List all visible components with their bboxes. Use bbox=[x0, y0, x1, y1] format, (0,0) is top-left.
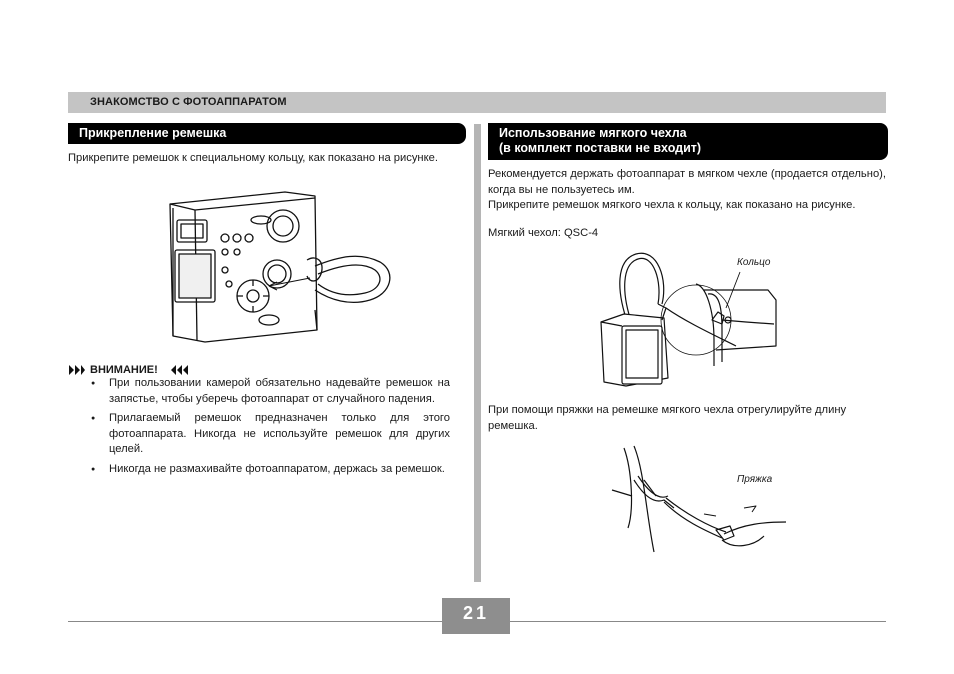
ring-label: Кольцо bbox=[737, 257, 771, 268]
strap-intro: Прикрепите ремешок к специальному кольцу, как показано на рисунке. bbox=[68, 152, 438, 164]
warning-item: ● При пользовании камерой обязательно надевайте ремешок на запястье, чтобы уберечь фотоаппарат от случайного падения. bbox=[88, 376, 450, 407]
strap-section-title bbox=[68, 123, 466, 144]
chapter-title: ЗНАКОМСТВО С ФОТОАППАРАТОМ bbox=[90, 96, 287, 108]
buckle-illustration bbox=[604, 440, 790, 558]
soft-case-para3: При помощи пряжки на ремешке мягкого чехла отрегулируйте длину ремешка. bbox=[488, 404, 847, 432]
column-divider bbox=[474, 124, 481, 582]
camera-strap-illustration bbox=[165, 190, 395, 348]
soft-case-illustration bbox=[596, 250, 782, 392]
page-number-box bbox=[442, 598, 510, 634]
page-number: 21 bbox=[462, 603, 490, 623]
soft-case-para1: Рекомендуется держать фотоаппарат в мягком чехле (продается отдельно), когда вы не пользуетесь им. bbox=[488, 168, 886, 196]
warning-item: ● Никогда не размахивайте фотоаппаратом, держась за ремешок. bbox=[88, 462, 450, 478]
soft-case-section-title bbox=[488, 123, 888, 160]
warning-right-icon bbox=[171, 364, 189, 376]
buckle-label: Пряжка bbox=[737, 474, 773, 485]
soft-case-model: Мягкий чехол: QSC-4 bbox=[488, 227, 599, 239]
soft-case-title-line1: Использование мягкого чехла bbox=[499, 126, 687, 140]
section-header-bar bbox=[68, 92, 886, 113]
warning-item: ● Прилагаемый ремешок предназначен только для этого фотоаппарата. Никогда не используйте ремешок для других целей. bbox=[88, 411, 450, 458]
soft-case-title-line2: (в комплект поставки не входит) bbox=[499, 141, 702, 155]
soft-case-para2: Прикрепите ремешок мягкого чехла к кольцу, как показано на рисунке. bbox=[488, 199, 856, 211]
warning-list bbox=[88, 376, 450, 481]
warning-left-icon bbox=[68, 364, 86, 376]
warning-label: ВНИМАНИЕ! bbox=[90, 364, 158, 376]
strap-section-title-text: Прикрепление ремешка bbox=[79, 126, 227, 140]
